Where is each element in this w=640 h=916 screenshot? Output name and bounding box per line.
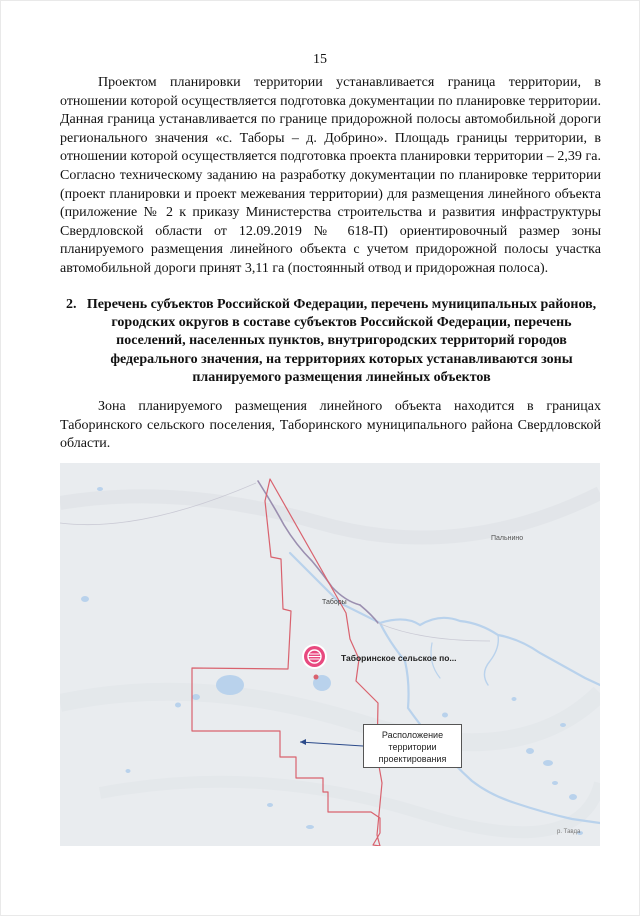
map-label-settlement[interactable]: Таборинское сельское по... <box>341 653 457 663</box>
paragraph-zone-location: Зона планируемого размещения линейного объекта находится в границах Таборинского сельского поселения, Таборинского муниципального района Свердловской области. <box>60 399 601 452</box>
page-number: 15 <box>313 52 327 67</box>
pin-pattern <box>304 646 325 667</box>
location-map <box>60 463 600 846</box>
settlement-dot <box>314 675 319 680</box>
callout-arrow <box>300 739 363 746</box>
project-location-callout <box>363 724 462 768</box>
map-label-palnino: Пальнино <box>491 535 524 542</box>
section-heading <box>60 296 601 387</box>
location-pin-icon[interactable] <box>304 646 325 667</box>
terrain-texture <box>60 493 600 832</box>
callout-line-1: Расположение <box>381 730 444 740</box>
map-graphics <box>60 463 600 846</box>
paragraph-planning-boundary: Проектом планировки территории устанавливается граница территории, в отношении которой осуществляется подготовка документации по планировке территории. Данная граница устанавливается по границе придорожной полосы автомобильной дороги регионального значения «с. Таборы – д. Добрино». Площадь границы территории, в отношении которой осуществляется подготовка проекта планировки территории – 2,39 га. Согласно техническому заданию на разработку документации по планировке территории (проект планировки и проект межевания территории) для размещения линейного объекта (приложение № 2 к приказу Министерства строительства и развития инфраструктуры Свердловской области от 12.09.2019 № 618-П) ориентировочный размер зоны планируемого размещения линейного объекта с учетом придорожной полосы участка автомобильной дороги принят 3,11 га (постоянный отвод и придорожная полоса). <box>60 75 601 276</box>
section-title: Перечень субъектов Российской Федерации, перечень муниципальных районов, городских округов в составе субъектов Российской Федерации, перечень поселений, населенных пунктов, внутригородских территорий городов федерального значения, на территориях которых устанавливаются зоны планируемого размещения линейных объектов <box>86 297 597 385</box>
map-label-tabory: Таборы <box>322 599 347 606</box>
road <box>258 481 378 623</box>
callout-line-2: территории <box>388 742 437 752</box>
callout-line-3: проектирования <box>378 754 447 764</box>
section-number: 2. <box>66 297 77 312</box>
map-label-river: р. Тавда <box>557 829 581 835</box>
